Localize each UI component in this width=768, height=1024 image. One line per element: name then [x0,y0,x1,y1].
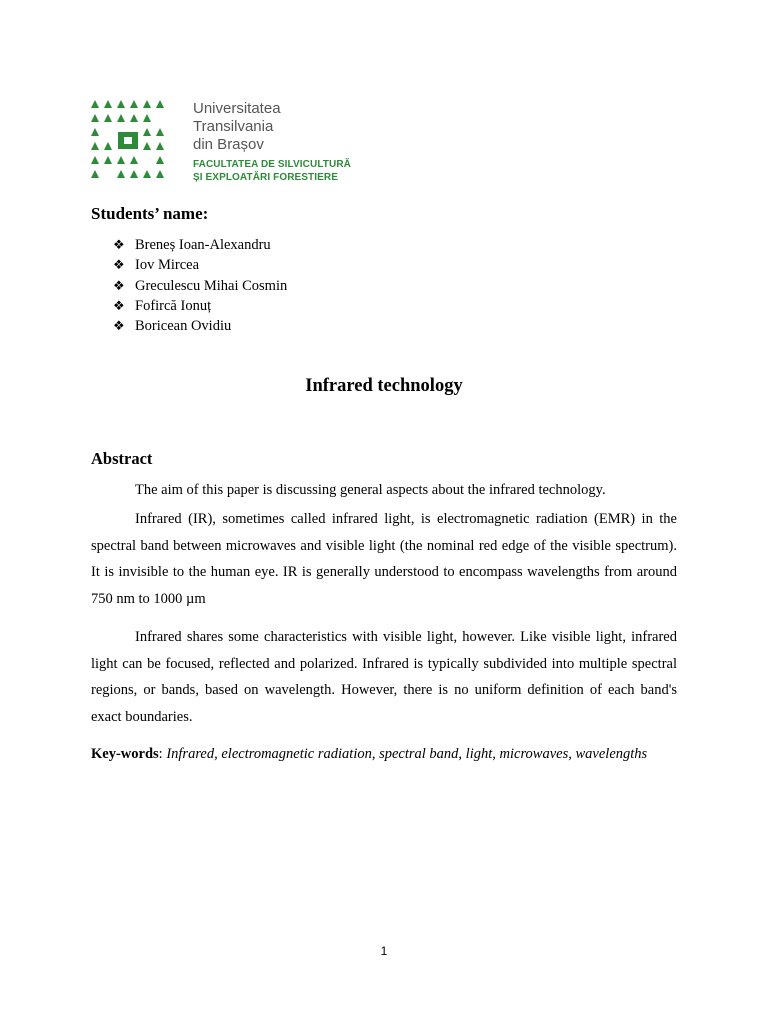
diamond-bullet-icon: ❖ [113,277,125,293]
students-list [113,235,287,336]
emblem-triangle [143,128,151,136]
emblem-triangle [130,114,138,122]
emblem-triangle [91,156,99,164]
abstract-paragraph-3: Infrared shares some characteristics with visible light, however. Like visible light, infrared light can be focused, reflected and polarized. Infrared is typically subdivided into multiple spectral regions, or bands, based on wavelength. However, there is no uniform definition of each band's exact boundaries. [91,629,677,725]
emblem-triangle [104,156,112,164]
emblem-triangle [143,170,151,178]
emblem-triangle [117,170,125,178]
emblem-triangle [143,142,151,150]
student-list-item [113,255,287,275]
logo-text [193,100,353,184]
keywords-separator: : [158,746,167,762]
university-logo [89,98,349,186]
student-list-item [113,235,287,255]
emblem-triangle [104,142,112,150]
emblem-triangle [117,100,125,108]
student-list-item [113,316,287,336]
faculty-name-line-1: FACULTATEA DE SILVICULTURĂ [193,159,351,170]
faculty-name-line-2: ȘI EXPLOATĂRI FORESTIERE [193,172,339,183]
emblem-triangle [130,156,138,164]
student-list-item [113,296,287,316]
student-list-item [113,276,287,296]
emblem-triangle [156,170,164,178]
student-name: Boricean Ovidiu [135,318,232,335]
diamond-bullet-icon: ❖ [113,297,125,313]
university-emblem-icon [89,98,169,182]
keywords-line [91,744,691,764]
emblem-triangle [156,100,164,108]
abstract-paragraph-2: Infrared (IR), sometimes called infrared light, is electromagnetic radiation (EMR) in the spectral band between microwaves and visible light (the nominal red edge of the visible spectrum). It is invisible to the human eye. IR is generally understood to encompass wavelengths from around 750 nm to 1000 µm [91,511,677,607]
emblem-triangle [104,100,112,108]
emblem-triangle [91,114,99,122]
emblem-triangle [91,128,99,136]
university-name-line-2: Transilvania [193,118,274,135]
emblem-triangle [156,128,164,136]
keywords-list: Infrared, electromagnetic radiation, spectral band, light, microwaves, wavelengths [166,746,648,762]
emblem-triangle [104,114,112,122]
emblem-triangle [91,170,99,178]
student-name: Breneș Ioan-Alexandru [135,237,271,253]
emblem-triangle [130,100,138,108]
emblem-triangle [156,156,164,164]
keywords-label: Key-words [91,746,159,762]
emblem-triangle [91,142,99,150]
student-name: Iov Mircea [135,257,200,274]
diamond-bullet-icon: ❖ [113,237,125,252]
university-name-line-1: Universitatea [193,100,281,117]
diamond-bullet-icon: ❖ [113,318,125,334]
document-title: Infrared technology [305,376,463,396]
university-name-line-3: din Brașov [193,136,264,153]
emblem-triangle [117,156,125,164]
emblem-triangle [91,100,99,108]
abstract-paragraph-1: The aim of this paper is discussing general aspects about the infrared technology. [135,482,606,498]
student-name: Fofircă Ionuț [135,297,212,314]
emblem-triangle [117,114,125,122]
page-number: 1 [380,944,388,958]
emblem-triangle [156,142,164,150]
emblem-triangle [143,114,151,122]
emblem-triangle [143,100,151,108]
emblem-triangle [130,170,138,178]
student-name: Greculescu Mihai Cosmin [135,277,288,294]
students-heading: Students’ name: [91,204,209,223]
diamond-bullet-icon: ❖ [113,257,125,273]
abstract-heading: Abstract [91,449,153,468]
